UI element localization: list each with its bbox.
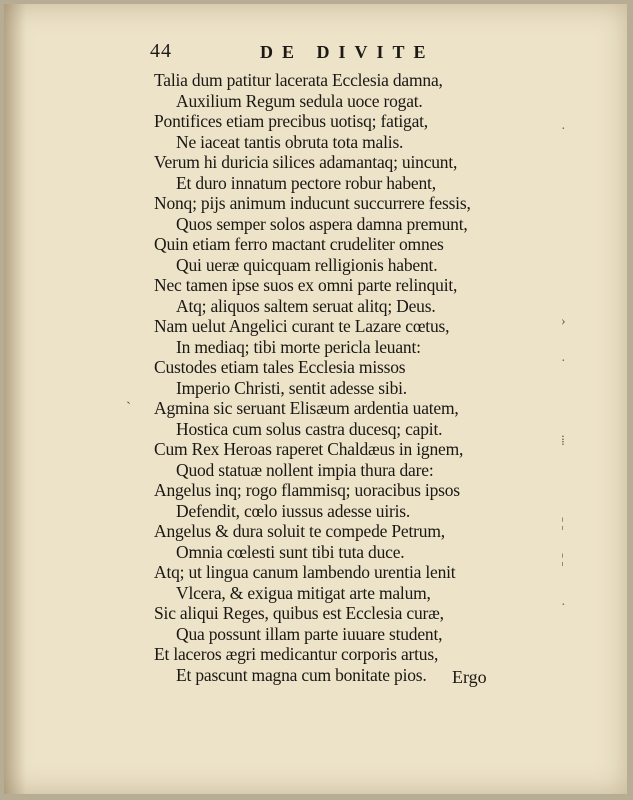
margin-mark: ¦ (561, 516, 564, 531)
margin-mark: · (561, 598, 566, 613)
verse-line: Cum Rex Heroas raperet Chaldæus in ignem, (154, 439, 464, 459)
verse-line: Talia dum patitur lacerata Ecclesia damna, (154, 70, 443, 90)
verse-line: Vlcera, & exigua mitigat arte malum, (176, 582, 431, 603)
verse-line: Verum hi duricia silices adamantaq; uincunt, (154, 152, 458, 172)
page-number: 44 (150, 40, 172, 62)
verse-line: Atq; aliquos saltem seruat alitq; Deus. (176, 295, 436, 316)
running-head: DE DIVITE (260, 42, 435, 62)
verse-line: Qui ueræ quicquam relligionis habent. (176, 254, 438, 275)
verse-line: Ne iaceat tantis obruta tota malis. (176, 131, 404, 152)
verse-line: Et duro innatum pectore robur habent, (176, 172, 436, 193)
verse-line: Quin etiam ferro mactant crudeliter omnes (154, 234, 444, 254)
verse-line: Nec tamen ipse suos ex omni parte relinquit, (154, 275, 458, 295)
verse-line: Imperio Christi, sentit adesse sibi. (176, 377, 407, 398)
margin-mark: · (561, 122, 566, 137)
margin-mark: › (561, 314, 566, 329)
verse-line: Quod statuæ nollent impia thura dare: (176, 459, 434, 480)
verse-line: Quos semper solos aspera damna premunt, (176, 213, 468, 234)
catchword: Ergo (452, 667, 487, 687)
margin-mark: ¦ (561, 552, 564, 567)
page-header (150, 40, 510, 64)
verse-line: Angelus & dura soluit te compede Petrum, (154, 521, 445, 541)
verse-line: Angelus inq; rogo flammisq; uoracibus ipsos (154, 480, 460, 500)
verse-line: Defendit, cœlo iussus adesse uiris. (176, 500, 411, 521)
verse-line: Sic aliqui Reges, quibus est Ecclesia curæ, (154, 603, 444, 623)
verse-line: Et pascunt magna cum bonitate pios. (176, 664, 427, 685)
verse-line: Nonq; pijs animum inducunt succurrere fessis, (154, 193, 471, 213)
verse-line: Nam uelut Angelici curant te Lazare cœtus, (154, 316, 450, 336)
verse-line: Hostica cum solus castra ducesq; capit. (176, 418, 443, 439)
verse-line: Qua possunt illam parte iuuare student, (176, 623, 443, 644)
margin-mark: · (561, 354, 566, 369)
verse-line: Atq; ut lingua canum lambendo urentia lenit (154, 562, 456, 582)
margin-mark: ˏ (126, 389, 131, 405)
verse-line: Et laceros ægri medicantur corporis artus, (154, 644, 439, 664)
poem-text (154, 70, 564, 685)
verse-line: Agmina sic seruant Elisæum ardentia uatem, (154, 398, 459, 418)
book-page (4, 4, 627, 794)
verse-line: In mediaq; tibi morte pericla leuant: (176, 336, 421, 357)
gutter-shadow (4, 4, 26, 794)
verse-line: Omnia cœlesti sunt tibi tuta duce. (176, 541, 405, 562)
verse-line: Auxilium Regum sedula uoce rogat. (176, 90, 423, 111)
verse-line: Custodes etiam tales Ecclesia missos (154, 357, 406, 377)
verse-line: Pontifices etiam precibus uotisq; fatigat, (154, 111, 428, 131)
margin-mark: ⁞ (561, 434, 565, 449)
